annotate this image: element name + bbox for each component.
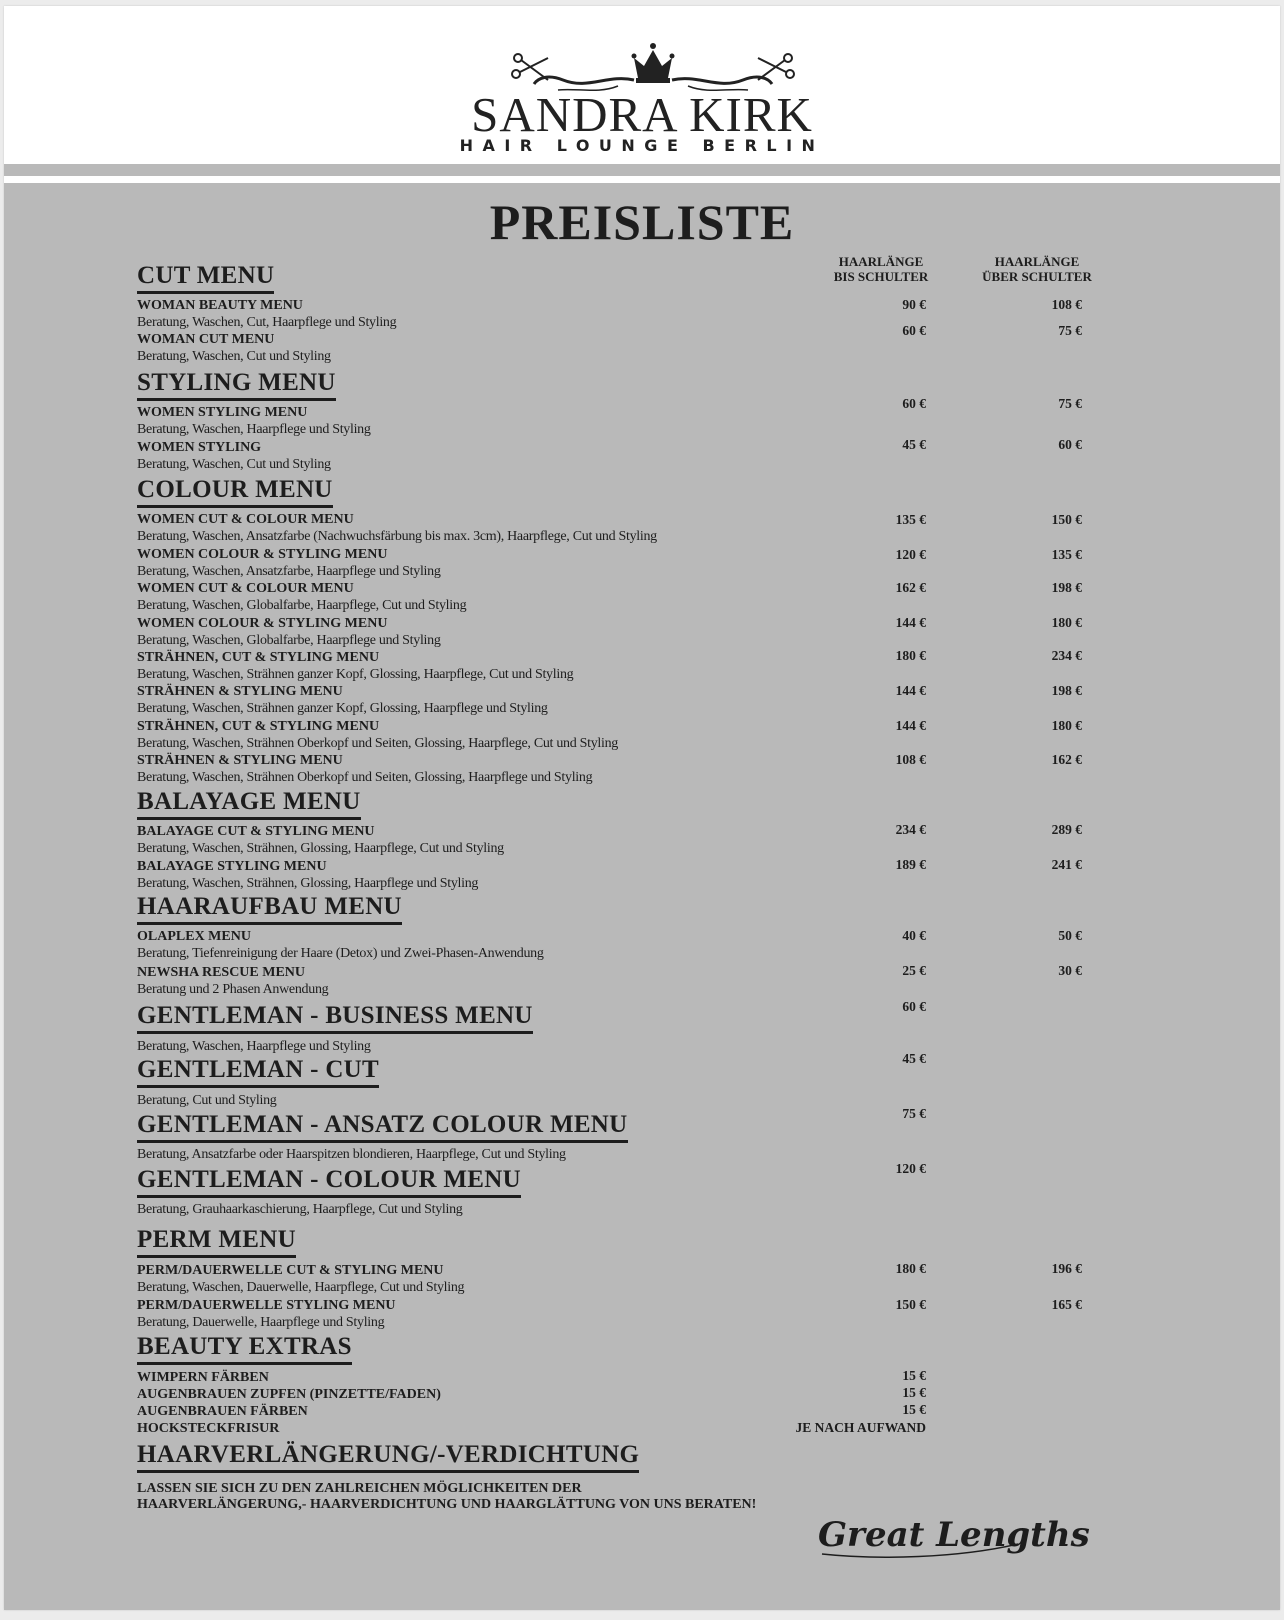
header [4, 6, 1280, 164]
price-long-hair: 75 € [1058, 323, 1082, 338]
menu-item-description: Beratung, Waschen, Strähnen, Glossing, Haarpflege und Styling [137, 876, 479, 891]
section-heading: BEAUTY EXTRAS [137, 1333, 352, 1365]
menu-item-name: PERM/DAUERWELLE CUT & STYLING MENU [137, 1263, 444, 1278]
section-heading: GENTLEMAN - CUT [137, 1056, 379, 1088]
menu-item-description: Beratung, Dauerwelle, Haarpflege und Styling [137, 1315, 385, 1330]
price-short-hair: 108 € [895, 752, 926, 767]
section-heading: GENTLEMAN - ANSATZ COLOUR MENU [137, 1111, 628, 1143]
menu-item-name: BALAYAGE STYLING MENU [137, 859, 327, 874]
price-short-hair: 45 € [902, 1051, 926, 1066]
menu-item-description: Beratung, Ansatzfarbe oder Haarspitzen blondieren, Haarpflege, Cut und Styling [137, 1147, 566, 1162]
menu-item-description: Beratung, Waschen, Dauerwelle, Haarpflege, Cut und Styling [137, 1280, 465, 1295]
price-short-hair: 15 € [902, 1402, 926, 1417]
price-long-hair: 60 € [1058, 437, 1082, 452]
price-short-hair: 60 € [902, 323, 926, 338]
price-short-hair: 144 € [895, 683, 926, 698]
price-short-hair: 135 € [895, 512, 926, 527]
section-heading: CUT MENU [137, 262, 274, 294]
price-short-hair: 60 € [902, 999, 926, 1014]
menu-item-name: WOMEN COLOUR & STYLING MENU [137, 547, 388, 562]
great-lengths-logo-text: Great Lengths [818, 1515, 1090, 1555]
menu-item-name: WOMAN BEAUTY MENU [137, 298, 303, 313]
menu-item-name: WIMPERN FÄRBEN [137, 1370, 269, 1385]
column-header-short-line1: HAARLÄNGE [838, 254, 924, 269]
menu-item-name: HOCKSTECKFRISUR [137, 1421, 280, 1436]
menu-item-name: AUGENBRAUEN ZUPFEN (PINZETTE/FADEN) [137, 1387, 441, 1402]
price-long-hair: 196 € [1051, 1261, 1082, 1276]
menu-item-description: Beratung, Waschen, Cut, Haarpflege und Styling [137, 315, 397, 330]
menu-item-description: Beratung, Waschen, Cut und Styling [137, 457, 331, 472]
price-long-hair: 198 € [1051, 683, 1082, 698]
menu-item-name: WOMEN CUT & COLOUR MENU [137, 581, 354, 596]
menu-item-description: Beratung, Waschen, Haarpflege und Styling [137, 1039, 371, 1054]
menu-item-description: Beratung, Waschen, Strähnen Oberkopf und Seiten, Glossing, Haarpflege, Cut und Styling [137, 736, 619, 751]
section-heading: COLOUR MENU [137, 476, 333, 508]
menu-item-name: WOMEN STYLING [137, 440, 262, 455]
menu-item-name: BALAYAGE CUT & STYLING MENU [137, 824, 375, 839]
footer-note-line2: HAARVERLÄNGERUNG,- HAARVERDICHTUNG UND HAARGLÄTTUNG VON UNS BERATEN! [137, 1497, 757, 1512]
price-short-hair: 15 € [902, 1368, 926, 1383]
brand-name: SANDRA KIRK [471, 87, 813, 142]
price-short-hair: 150 € [895, 1297, 926, 1312]
section-heading: HAARAUFBAU MENU [137, 893, 402, 925]
menu-item-name: WOMEN CUT & COLOUR MENU [137, 512, 354, 527]
price-short-hair: 234 € [895, 822, 926, 837]
section-heading: HAARVERLÄNGERUNG/-VERDICHTUNG [137, 1441, 639, 1473]
price-short-hair: 25 € [902, 963, 926, 978]
column-header-long-hair [972, 254, 1102, 284]
price-short-hair: 40 € [902, 928, 926, 943]
price-list-sheet [4, 6, 1280, 1610]
header-divider [4, 164, 1280, 176]
menu-item-name: OLAPLEX MENU [137, 929, 251, 944]
price-short-hair: 120 € [895, 547, 926, 562]
menu-item-description: Beratung, Grauhaarkaschierung, Haarpflege, Cut und Styling [137, 1202, 463, 1217]
price-long-hair: 180 € [1051, 718, 1082, 733]
section-heading: STYLING MENU [137, 369, 336, 401]
section-heading: PERM MENU [137, 1226, 296, 1258]
price-long-hair: 108 € [1051, 297, 1082, 312]
great-lengths-logo-icon [818, 1514, 1090, 1562]
price-short-hair: 180 € [895, 648, 926, 663]
price-short-hair: 144 € [895, 615, 926, 630]
price-short-hair: 75 € [902, 1106, 926, 1121]
brand-subtitle: HAIR LOUNGE BERLIN [459, 136, 825, 155]
menu-item-name: STRÄHNEN & STYLING MENU [137, 753, 343, 768]
footer-note-line1: LASSEN SIE SICH ZU DEN ZAHLREICHEN MÖGLICHKEITEN DER [137, 1481, 582, 1496]
menu-item-name: AUGENBRAUEN FÄRBEN [137, 1404, 308, 1419]
price-short-hair: 15 € [902, 1385, 926, 1400]
menu-item-description: Beratung, Cut und Styling [137, 1093, 277, 1108]
price-long-hair: 135 € [1051, 547, 1082, 562]
column-header-short-hair [826, 254, 936, 284]
price-list-content [4, 183, 1280, 1610]
menu-item-description: Beratung, Waschen, Cut und Styling [137, 349, 331, 364]
menu-item-name: WOMAN CUT MENU [137, 332, 275, 347]
menu-item-description: Beratung, Waschen, Strähnen ganzer Kopf, Glossing, Haarpflege und Styling [137, 701, 548, 716]
price-short-hair: 120 € [895, 1161, 926, 1176]
menu-item-name: STRÄHNEN & STYLING MENU [137, 684, 343, 699]
menu-item-description: Beratung, Waschen, Strähnen Oberkopf und Seiten, Glossing, Haarpflege und Styling [137, 770, 593, 785]
menu-item-description: Beratung, Waschen, Globalfarbe, Haarpflege, Cut und Styling [137, 598, 467, 613]
column-header-short-line2: BIS SCHULTER [833, 269, 929, 284]
menu-item-description: Beratung, Waschen, Strähnen ganzer Kopf, Glossing, Haarpflege, Cut und Styling [137, 667, 574, 682]
menu-item-description: Beratung, Waschen, Strähnen, Glossing, Haarpflege, Cut und Styling [137, 841, 504, 856]
price-long-hair: 50 € [1058, 928, 1082, 943]
menu-item-name: NEWSHA RESCUE MENU [137, 965, 306, 980]
menu-item-description: Beratung, Waschen, Globalfarbe, Haarpflege und Styling [137, 633, 441, 648]
price-long-hair: 165 € [1051, 1297, 1082, 1312]
price-short-hair: 180 € [895, 1261, 926, 1276]
column-header-long-line2: ÜBER SCHULTER [982, 269, 1092, 284]
price-long-hair: 150 € [1051, 512, 1082, 527]
menu-item-description: Beratung, Waschen, Haarpflege und Styling [137, 422, 371, 437]
menu-item-description: Beratung, Waschen, Ansatzfarbe, Haarpflege und Styling [137, 564, 441, 579]
section-heading: GENTLEMAN - COLOUR MENU [137, 1166, 521, 1198]
price-short-hair: 162 € [895, 580, 926, 595]
section-heading: GENTLEMAN - BUSINESS MENU [137, 1002, 533, 1034]
price-long-hair: 241 € [1051, 857, 1082, 872]
menu-item-name: STRÄHNEN, CUT & STYLING MENU [137, 719, 380, 734]
price-long-hair: 30 € [1058, 963, 1082, 978]
price-long-hair: 198 € [1051, 580, 1082, 595]
price-short-hair: JE NACH AUFWAND [795, 1420, 926, 1435]
price-short-hair: 45 € [902, 437, 926, 452]
price-long-hair: 162 € [1051, 752, 1082, 767]
column-header-long-line1: HAARLÄNGE [994, 254, 1080, 269]
section-heading: BALAYAGE MENU [137, 788, 361, 820]
menu-item-description: Beratung, Tiefenreinigung der Haare (Detox) und Zwei-Phasen-Anwendung [137, 946, 544, 961]
menu-item-description: Beratung und 2 Phasen Anwendung [137, 982, 329, 997]
price-long-hair: 75 € [1058, 396, 1082, 411]
menu-item-name: STRÄHNEN, CUT & STYLING MENU [137, 650, 380, 665]
menu-item-name: WOMEN STYLING MENU [137, 405, 308, 420]
price-long-hair: 289 € [1051, 822, 1082, 837]
menu-item-name: PERM/DAUERWELLE STYLING MENU [137, 1298, 396, 1313]
menu-item-description: Beratung, Waschen, Ansatzfarbe (Nachwuchsfärbung bis max. 3cm), Haarpflege, Cut und Styling [137, 529, 657, 544]
price-short-hair: 60 € [902, 396, 926, 411]
price-long-hair: 234 € [1051, 648, 1082, 663]
price-short-hair: 189 € [895, 857, 926, 872]
menu-item-name: WOMEN COLOUR & STYLING MENU [137, 616, 388, 631]
price-short-hair: 144 € [895, 718, 926, 733]
price-short-hair: 90 € [902, 297, 926, 312]
page-title: PREISLISTE [489, 194, 795, 250]
price-long-hair: 180 € [1051, 615, 1082, 630]
